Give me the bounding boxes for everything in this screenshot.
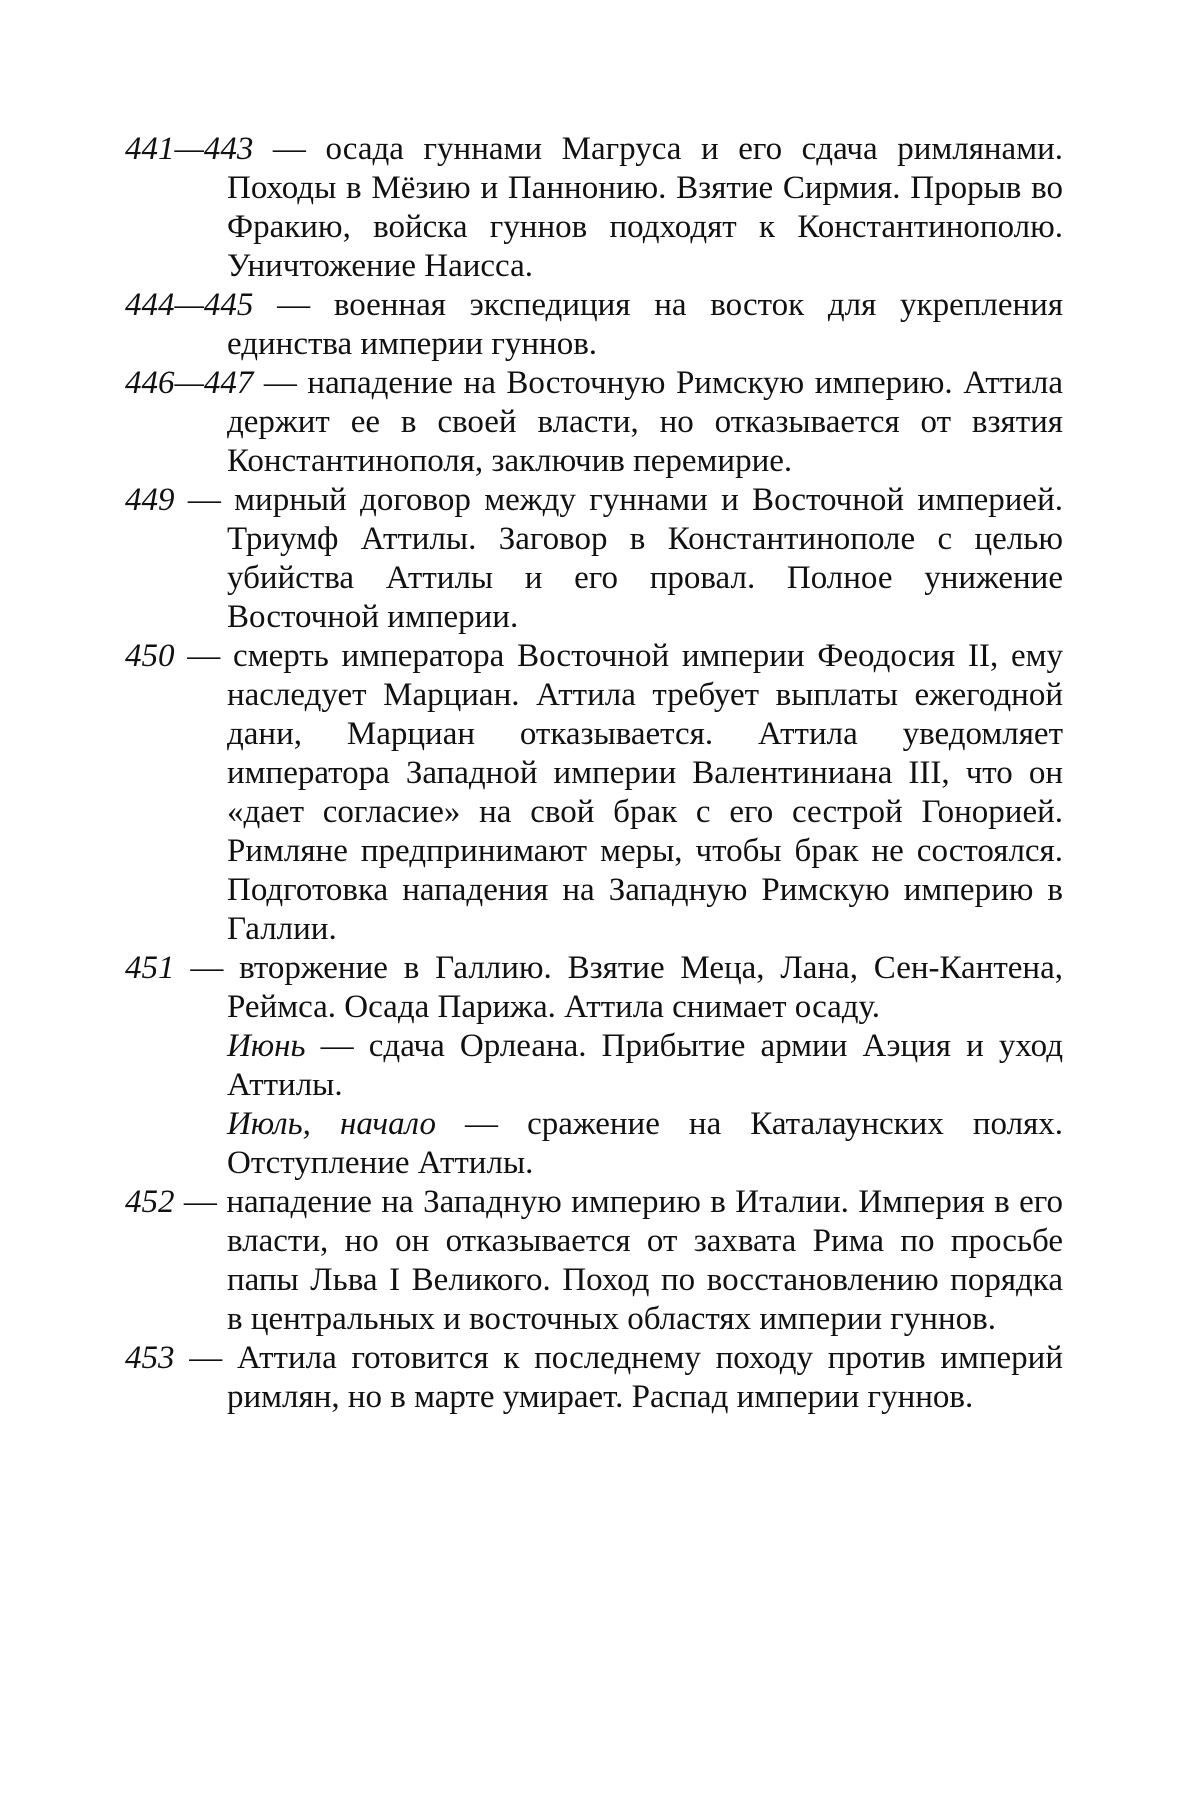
entry-text: вторжение в Галлию. Взятие Меца, Лана, Сен-Кантена, Реймса. Осада Парижа. Аттила снимает осаду. [227, 950, 1063, 1025]
chronology-entry [125, 1339, 1063, 1417]
chronology-entry [125, 130, 1063, 286]
entry-dash: — [174, 638, 234, 674]
subentry-dash: — [435, 1106, 528, 1142]
entry-text: мирный договор между гуннами и Восточной империей. Триумф Аттилы. Заговор в Константинополе с целью убийства Аттилы и его провал. Полное унижение Восточной империи. [227, 482, 1063, 635]
entry-dash: — [174, 1184, 227, 1220]
entry-date: 449 [125, 482, 175, 518]
entry-date: 446—447 [125, 365, 254, 401]
entry-date: 451 [125, 950, 175, 986]
entry-dash: — [174, 482, 235, 518]
chronology-entry [125, 364, 1063, 481]
entry-dash: — [253, 365, 308, 401]
chronology-subentry [125, 1105, 1063, 1183]
entry-dash: — [174, 1340, 237, 1376]
chronology-entry [125, 1183, 1063, 1339]
entry-text: нападение на Западную империю в Италии. Империя в его власти, но он отказывается от захвата Рима по просьбе папы Льва I Великого. Поход по восстановлению порядка в центральных и восточных областях империи гуннов. [226, 1184, 1063, 1337]
entry-date: 453 [125, 1340, 175, 1376]
chronology-subentry [125, 1027, 1063, 1105]
entry-text: смерть императора Восточной империи Феодосия II, ему наследует Марциан. Аттила требует выплаты ежегодной дани, Марциан отказывается. Аттила уведомляет императора Западной империи Валентиниана III, что он «дает согласие» на свой брак с его сестрой Гонорией. Римляне предпринимают меры, чтобы брак не состоялся. Подготовка нападения на Западную Римскую империю в Галлии. [227, 638, 1063, 947]
chronology-entry [125, 637, 1063, 949]
subentry-label: Июль, начало [227, 1106, 436, 1142]
entry-text: нападение на Восточную Римскую империю. Аттила держит ее в своей власти, но отказывается от взятия Константинополя, заключив перемирие. [227, 365, 1063, 479]
entry-text: военная экспедиция на восток для укрепления единства империи гуннов. [227, 287, 1064, 362]
subentry-dash: — [305, 1028, 369, 1064]
entry-dash: — [253, 287, 334, 323]
chronology-entry [125, 286, 1063, 364]
entry-text: осада гуннами Магруса и его сдача римлянами. Походы в Мёзию и Паннонию. Взятие Сирмия. Прорыв во Фракию, войска гуннов подходят к Константинополю. Уничтожение Наисса. [227, 131, 1063, 284]
chronology-entry [125, 481, 1063, 637]
chronology-entry [125, 949, 1063, 1027]
entry-dash: — [174, 950, 240, 986]
subentry-text: сдача Орлеана. Прибытие армии Аэция и уход Аттилы. [227, 1028, 1063, 1103]
subentry-label: Июнь [227, 1028, 306, 1064]
entry-date: 450 [125, 638, 175, 674]
chronology-text [125, 130, 1063, 1417]
entry-date: 444—445 [125, 287, 254, 323]
entry-date: 441—443 [125, 131, 254, 167]
entry-text: Аттила готовится к последнему походу против империй римлян, но в марте умирает. Распад империи гуннов. [227, 1340, 1064, 1415]
entry-dash: — [253, 131, 326, 167]
subentry-text: сражение на Каталаунских полях. Отступление Аттилы. [227, 1106, 1064, 1181]
entry-date: 452 [125, 1184, 175, 1220]
